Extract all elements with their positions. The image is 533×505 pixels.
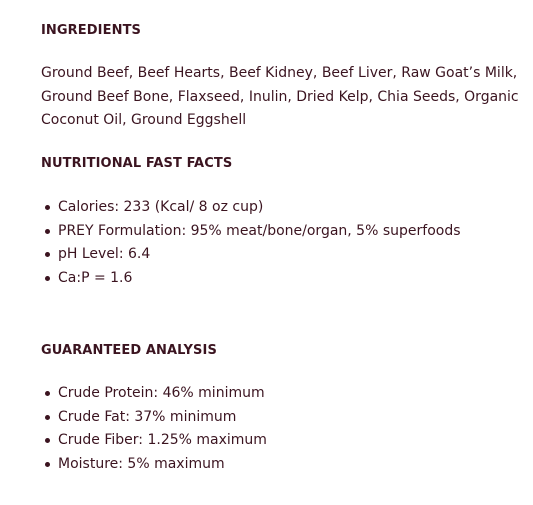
ingredients-heading: INGREDIENTS — [41, 23, 141, 38]
ingredients-line: Ground Beef Bone, Flaxseed, Inulin, Dried Kelp, Chia Seeds, Organic — [41, 88, 519, 105]
ingredients-line: Ground Beef, Beef Hearts, Beef Kidney, Beef Liver, Raw Goat’s Milk, — [41, 65, 518, 81]
list-item-text: pH Level: 6.4 — [58, 246, 151, 262]
list-item-text: PREY Formulation: 95% meat/bone/organ, 5% superfoods — [58, 222, 461, 239]
list-item-text: Crude Protein: 46% minimum — [58, 385, 265, 401]
bullet-icon — [45, 462, 50, 467]
list-item-text: Moisture: 5% maximum — [58, 455, 225, 472]
bullet-icon — [45, 229, 50, 234]
ingredients-text — [41, 62, 519, 133]
list-item — [41, 220, 461, 244]
ingredients-line: Coconut Oil, Ground Eggshell — [41, 112, 247, 128]
list-item-text: Crude Fiber: 1.25% maximum — [58, 432, 267, 448]
list-item — [41, 243, 461, 267]
analysis-heading: GUARANTEED ANALYSIS — [41, 343, 217, 358]
bullet-icon — [45, 205, 50, 210]
list-item — [41, 406, 267, 430]
bullet-icon — [45, 391, 50, 396]
list-item — [41, 382, 267, 406]
bullet-icon — [45, 415, 50, 420]
list-item — [41, 429, 267, 453]
bullet-icon — [45, 438, 50, 443]
nutrition-heading: NUTRITIONAL FAST FACTS — [41, 156, 233, 171]
list-item-text: Calories: 233 (Kcal/ 8 oz cup) — [58, 199, 264, 215]
list-item-text: Crude Fat: 37% minimum — [58, 408, 237, 425]
analysis-list — [41, 382, 267, 476]
nutrition-list — [41, 196, 461, 290]
bullet-icon — [45, 276, 50, 281]
bullet-icon — [45, 252, 50, 257]
list-item — [41, 196, 461, 220]
list-item-text: Ca:P = 1.6 — [58, 269, 133, 286]
list-item — [41, 267, 461, 291]
list-item — [41, 453, 267, 477]
